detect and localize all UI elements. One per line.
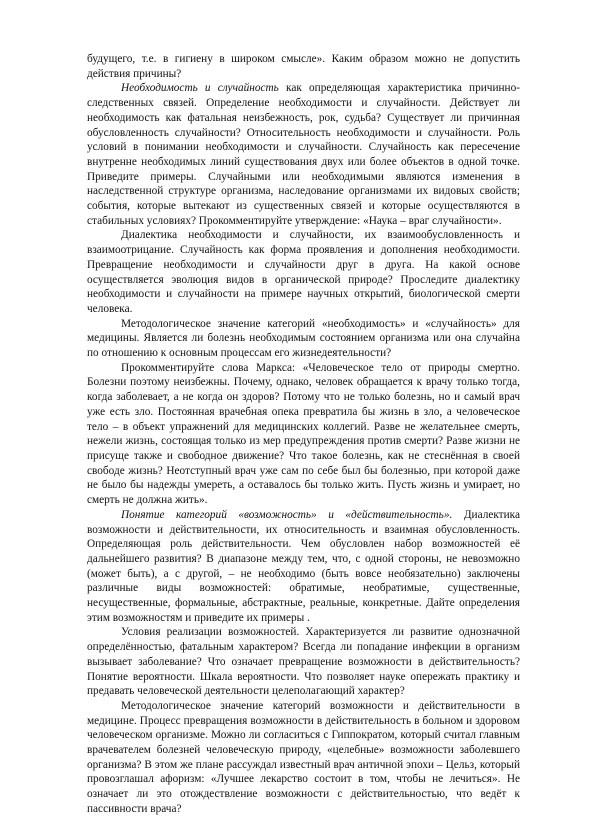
paragraph-2 xyxy=(87,81,520,228)
paragraph-6-heading: Понятие категорий «возможность» и «действительность». xyxy=(121,508,453,521)
paragraph-6 xyxy=(87,508,520,626)
paragraph-6-text: Диалектика возможности и действительности, их относительность и взаимная обусловленность. Определяющая роль действительности. Чем обусловлен набор возможностей её дальнейшего развития? В диапазоне между тем, что, с одной стороны, не невозможно (может быть), а с другой, – не необходимо (быть вовсе необязательно) заключены различные виды возможностей: обратимые, необратимые, существенные, несущественные, формальные, абстрактные, реальные, конкретные. Дайте определения этим возможностям и приведите их примеры . xyxy=(87,508,520,624)
paragraph-8 xyxy=(87,699,520,817)
paragraph-5 xyxy=(87,361,520,508)
paragraph-5-text: Прокомментируйте слова Маркса: «Человеческое тело от природы смертно. Болезни поэтому неизбежны. Почему, однако, человек обращается к врачу только тогда, когда заболевает, а не когда он здоров? Потому что не только болезнь, но и самый врач уже есть зло. Постоянная врачебная опека превратила бы жизнь в зло, а человеческое тело – в объект упражнений для медицинских коллегий. Разве не желательнее смерть, нежели жизнь, состоящая только из мер предупреждения против смерти? Разве жизни не присуще также и свободное движение? Что такое болезнь, как не стеснённая в своей свободе жизнь? Неотступный врач уже сам по себе был бы болезнью, при которой даже не было бы надежды умереть, а оставалось бы только жить. Пусть жизнь и умирает, но смерть не должна жить». xyxy=(87,361,520,507)
paragraph-2-heading: Необходимость и случайность xyxy=(121,82,279,95)
paragraph-7 xyxy=(87,625,520,699)
paragraph-2-text: как определяющая характеристика причинно-следственных связей. Определение необходимости и случайности. Действует ли необходимость как фатальная неизбежность, рок, судьба? Существует ли причинная обусловленность случайности? Относительность необходимости и случайности. Роль условий в понимании необходимости и случайности. Случайность как пересечение внутренне необходимых линий существования двух или более объектов в одной точке. Приведите примеры. Случайными или необходимыми являются изменения в наследственной структуре организма, наследование организмами их видовых свойств; события, которые вытекают из существенных связей и которые осуществляются в стабильных условиях? Прокомментируйте утверждение: «Наука – враг случайности». xyxy=(87,82,520,227)
paragraph-1 xyxy=(87,52,520,81)
paragraph-3-text: Диалектика необходимости и случайности, их взаимообусловленность и взаимоотрицание. Случайность как форма проявления и дополнения необходимости. Превращение необходимости и случайности друг в друга. На какой основе осуществляется эволюция видов в органической природе? Проследите диалектику необходимости и случайности на примере научных открытий, биологической смерти человека. xyxy=(87,229,520,315)
paragraph-3 xyxy=(87,228,520,316)
paragraph-1-text: будущего, т.е. в гигиену в широком смысле». Каким образом можно не допустить действия причины? xyxy=(87,53,520,80)
paragraph-4 xyxy=(87,317,520,361)
paragraph-8-text: Методологическое значение категорий возможности и действительности в медицине. Процесс превращения возможности в действительность в больном и здоровом человеческом организме. Можно ли согласиться с Гиппократом, который считал главным врачевателем болезней человеческую природу, «целебные» возможности заболевшего организма? В этом же плане рассуждал известный врач античной эпохи – Цельз, который провозглашал афоризм: «Лучшее лекарство состоит в том, чтобы не лечиться». Не означает ли это отождествление возможности с действительностью, что ведёт к пассивности врача? xyxy=(87,699,520,815)
paragraph-4-text: Методологическое значение категорий «необходимость» и «случайность» для медицины. Является ли болезнь необходимым состоянием организма или она случайна по отношению к основным процессам его жизнедеятельности? xyxy=(87,317,520,360)
paragraph-7-text: Условия реализации возможностей. Характеризуется ли развитие однозначной определённостью, фатальным характером? Всегда ли попадание инфекции в организм вызывает заболевание? Что означает превращение возможности в действительность? Понятие вероятности. Шкала вероятности. Что позволяет науке опережать практику и предавать человеческой деятельности целеполагающий характер? xyxy=(87,626,520,698)
